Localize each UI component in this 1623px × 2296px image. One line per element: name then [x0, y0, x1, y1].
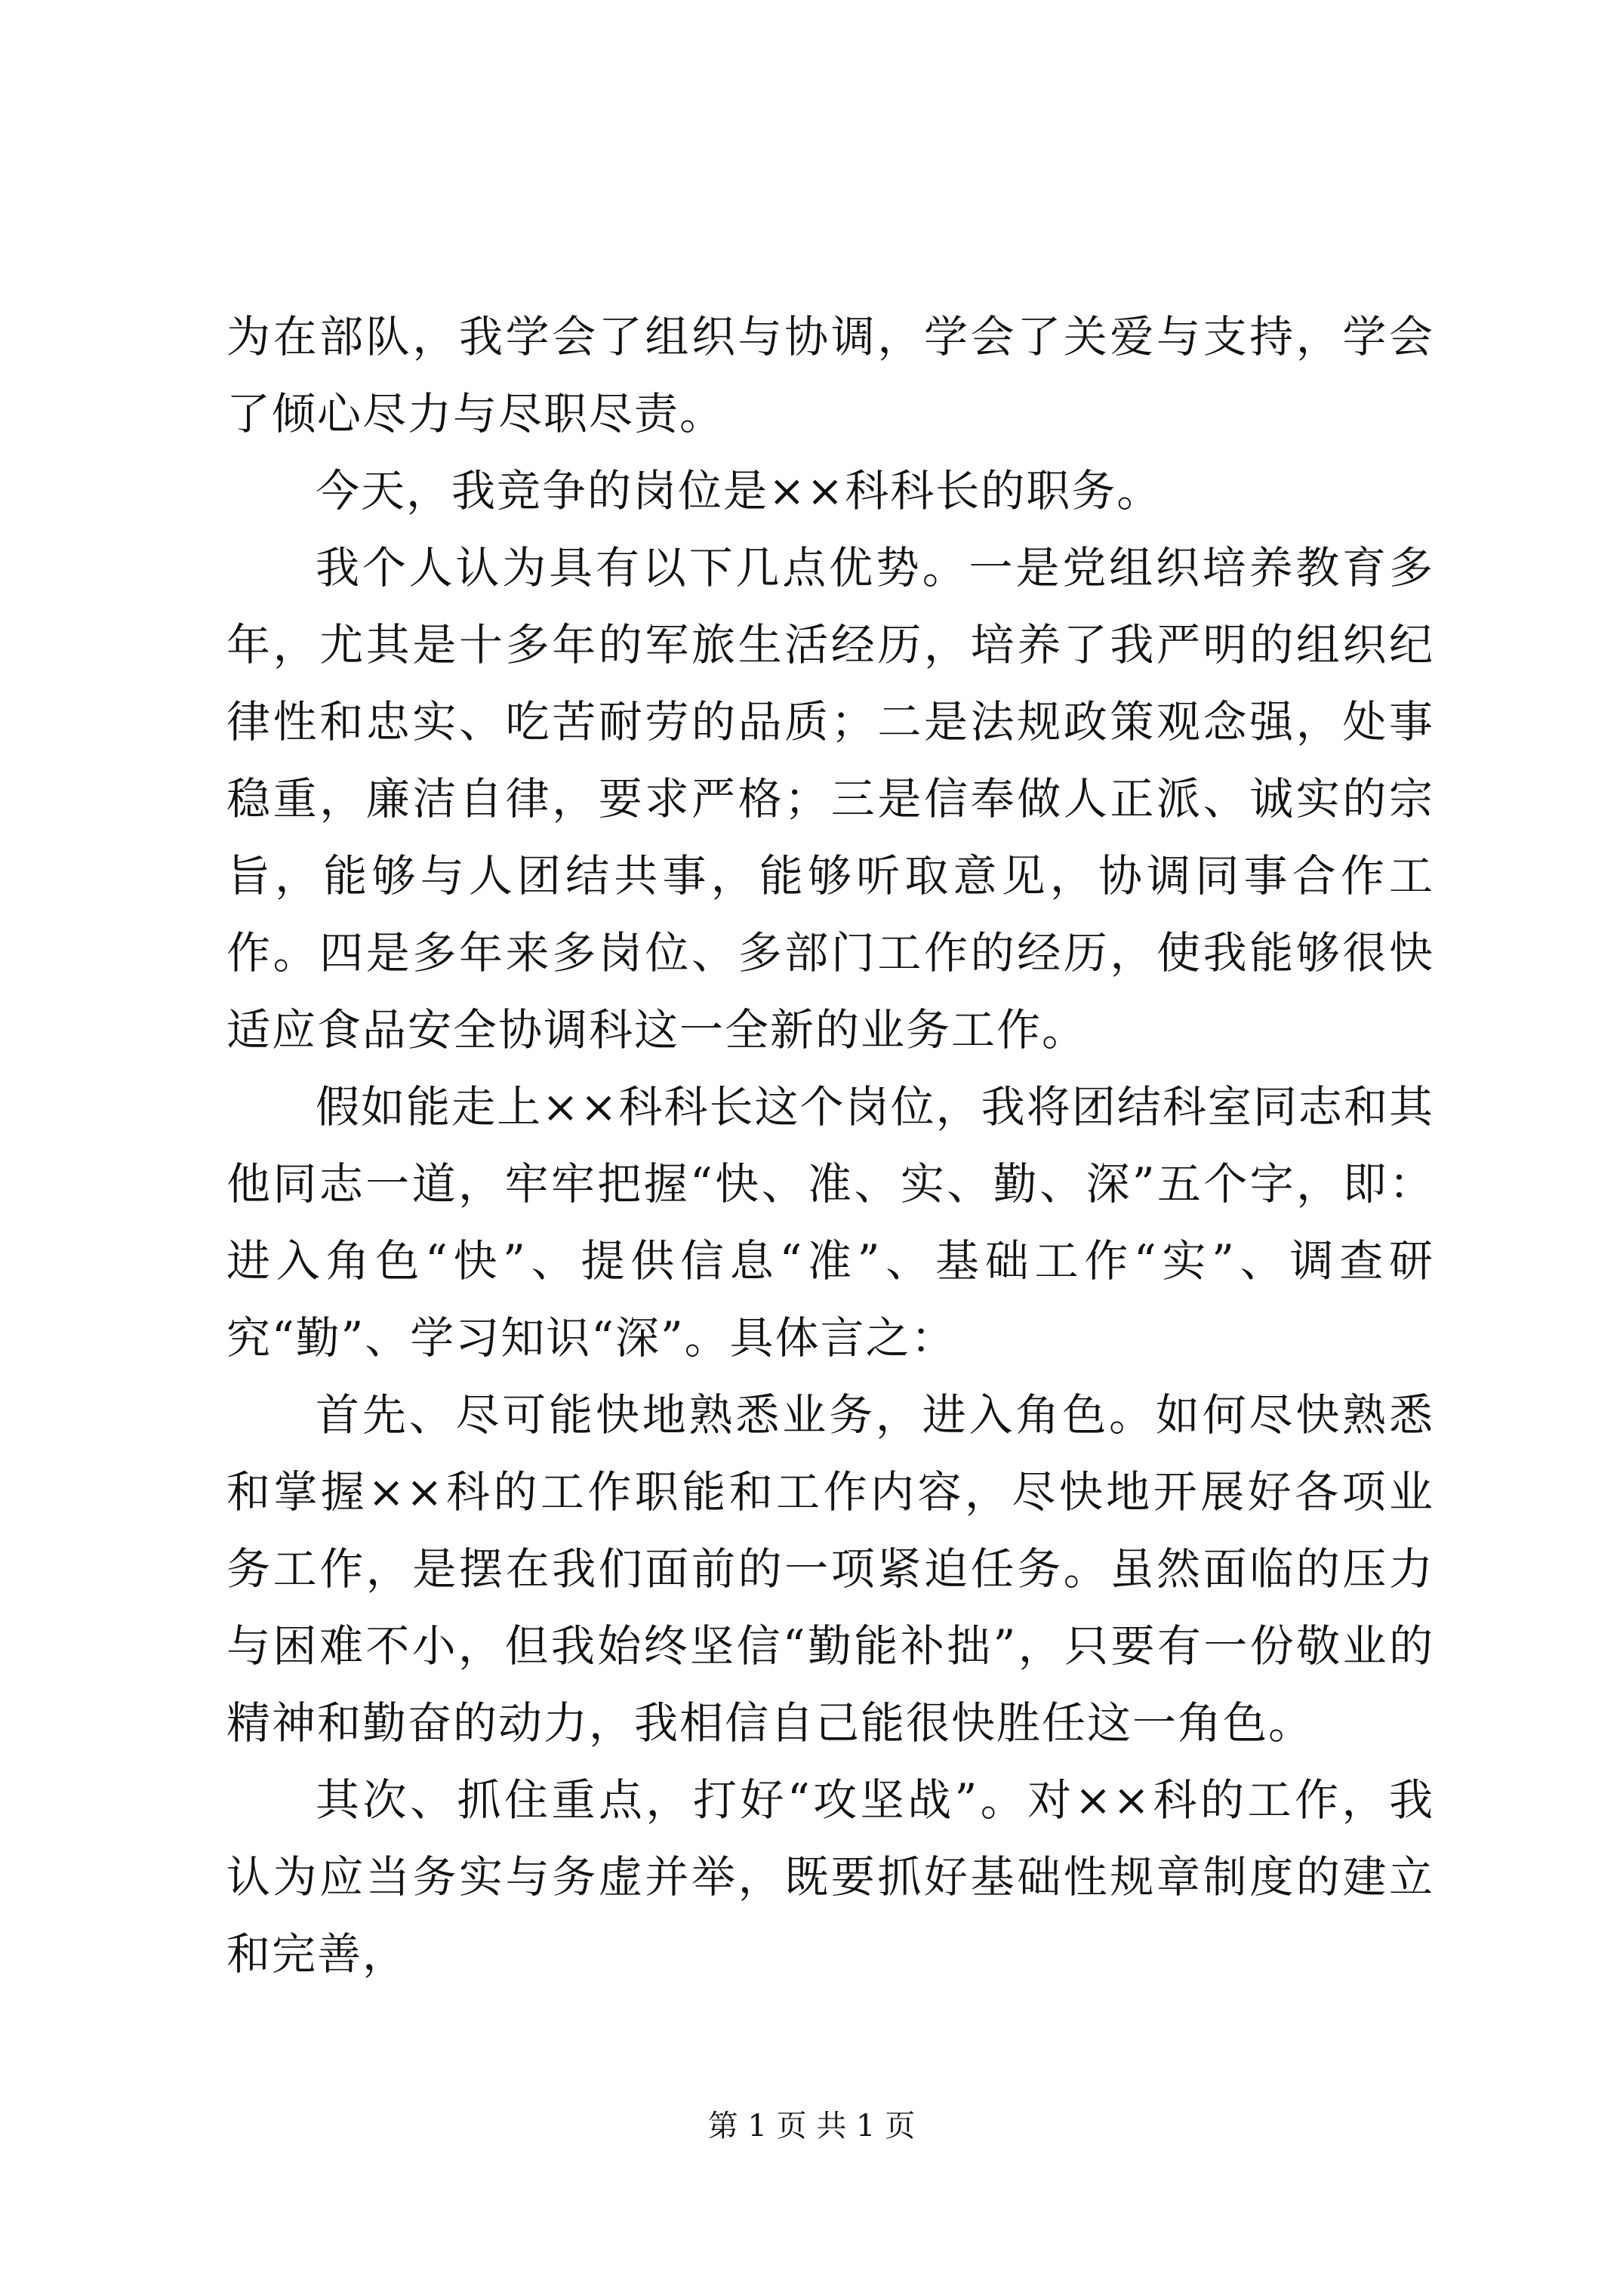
paragraph-6: 其次、抓住重点，打好“攻坚战”。对××科的工作，我认为应当务实与务虚并举，既要抓好基础性规章制度的建立和完善，	[226, 1774, 1434, 1980]
paragraph-3: 我个人认为具有以下几点优势。一是党组织培养教育多年，尤其是十多年的军旅生活经历，培养了我严明的组织纪律性和忠实、吃苦耐劳的品质；二是法规政策观念强，处事稳重，廉洁自律，要求严格；三是信奉做人正派、诚实的宗旨，能够与人团结共事，能够听取意见，协调同事合作工作。四是多年来多岗位、多部门工作的经历，使我能够很快适应食品安全协调科这一全新的业务工作。	[226, 542, 1434, 1056]
paragraph-2: 今天，我竞争的岗位是××科科长的职务。	[316, 465, 1163, 516]
paragraph-1: 为在部队，我学会了组织与协调，学会了关爱与支持，学会了倾心尽力与尽职尽责。	[226, 311, 1434, 439]
document-body	[226, 298, 1434, 1992]
paragraph-5: 首先、尽可能快地熟悉业务，进入角色。如何尽快熟悉和掌握××科的工作职能和工作内容，尽快地开展好各项业务工作，是摆在我们面前的一项紧迫任务。虽然面临的压力与困难不小，但我始终坚信“勤能补拙”，只要有一份敬业的精神和勤奋的动力，我相信自己能很快胜任这一角色。	[226, 1389, 1434, 1749]
paragraph-4: 假如能走上××科科长这个岗位，我将团结科室同志和其他同志一道，牢牢把握“快、准、实、勤、深”五个字，即：进入角色“快”、提供信息“准”、基础工作“实”、调查研究“勤”、学习知识“深”。具体言之：	[226, 1081, 1434, 1364]
page-footer: 第 1 页 共 1 页	[707, 2109, 916, 2143]
